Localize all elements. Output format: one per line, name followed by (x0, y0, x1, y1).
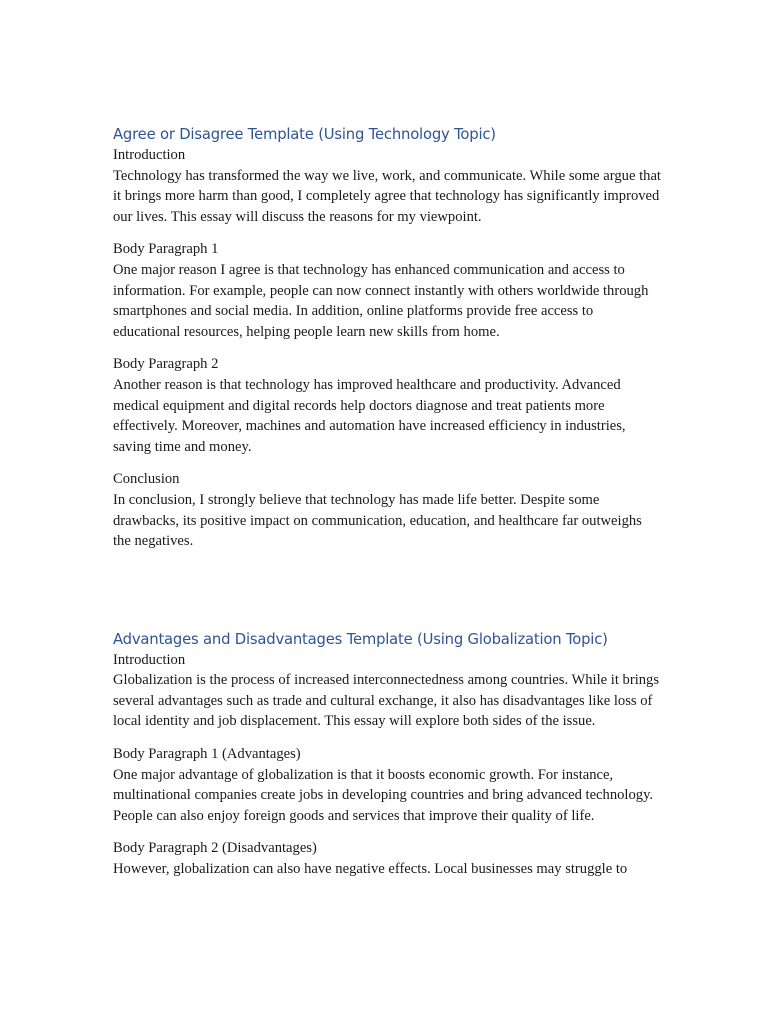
section-block-disadvantages (113, 838, 661, 879)
section-spacer (113, 564, 661, 630)
section-block-body-1 (113, 239, 661, 342)
block-label: Body Paragraph 2 (113, 356, 219, 373)
block-paragraph: One major reason I agree is that technology has enhanced communication and access to information. For example, people can now connect instantly with others worldwide through smartphones and social media. In addition, online platforms provide free access to educational resources, helping people learn new skills from home. (113, 261, 649, 340)
section-block-introduction (113, 650, 661, 732)
document-content (113, 125, 661, 892)
block-paragraph: Technology has transformed the way we live, work, and communicate. While some argue that it brings more harm than good, I completely agree that technology has significantly improved our lives. This essay will discuss the reasons for my viewpoint. (113, 167, 661, 225)
block-paragraph: Another reason is that technology has improved healthcare and productivity. Advanced medical equipment and digital records help doctors diagnose and treat patients more effectively. Moreover, machines and automation have increased efficiency in industries, saving time and money. (113, 376, 626, 455)
section-heading-technology: Agree or Disagree Template (Using Technology Topic) (113, 126, 496, 143)
section-block-body-2 (113, 354, 661, 457)
block-label: Introduction (113, 147, 186, 163)
block-paragraph: However, globalization can also have negative effects. Local businesses may struggle to (113, 861, 628, 878)
block-paragraph: In conclusion, I strongly believe that technology has made life better. Despite some drawbacks, its positive impact on communication, education, and healthcare far outweighs the negatives. (113, 491, 642, 550)
section-block-conclusion (113, 469, 661, 551)
block-paragraph: One major advantage of globalization is that it boosts economic growth. For instance, multinational companies create jobs in developing countries and bring advanced technology. People can also enjoy foreign goods and services that improve their quality of life. (113, 766, 654, 824)
block-label: Conclusion (113, 471, 180, 488)
section-heading-globalization: Advantages and Disadvantages Template (Using Globalization Topic) (113, 630, 608, 648)
block-label: Introduction (113, 651, 186, 668)
block-label: Body Paragraph 1 (113, 241, 219, 258)
block-label: Body Paragraph 2 (Disadvantages) (113, 840, 317, 857)
block-paragraph: Globalization is the process of increased interconnectedness among countries. While it brings several advantages such as trade and cultural exchange, it also has disadvantages like loss of local identity and job displacement. This essay will explore both sides of the issue. (113, 672, 660, 730)
section-block-advantages (113, 744, 661, 826)
section-block-introduction (113, 145, 661, 227)
block-label: Body Paragraph 1 (Advantages) (113, 746, 301, 763)
